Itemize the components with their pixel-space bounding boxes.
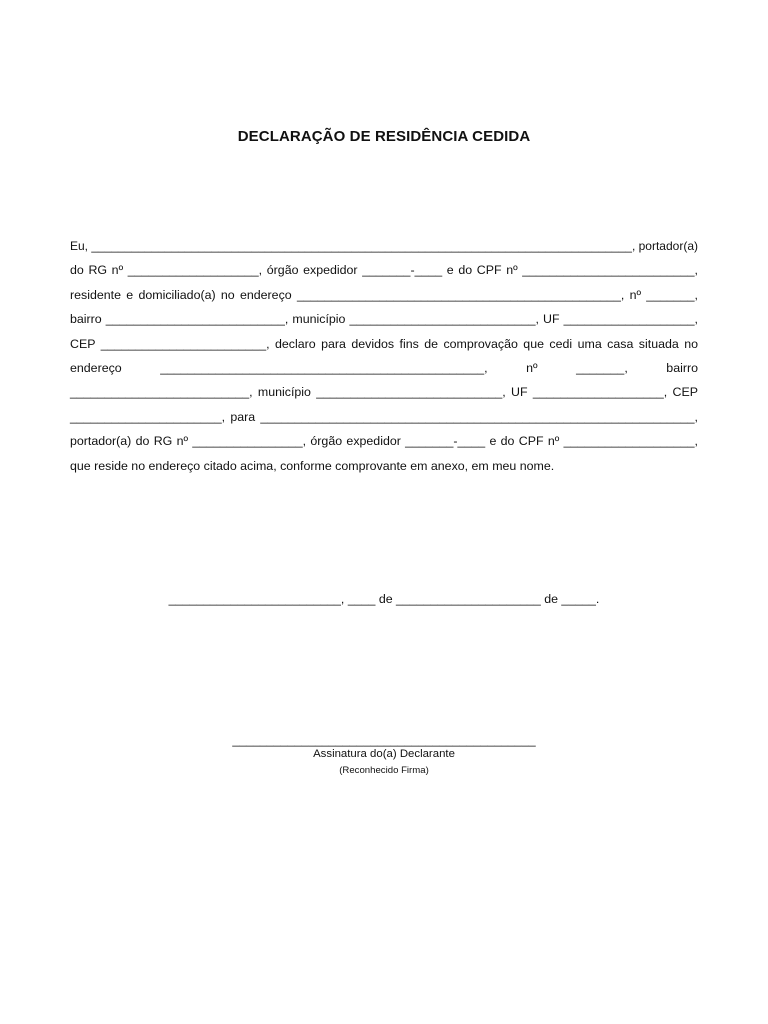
body-line-5: CEP ________________________, declaro para devidos fins de comprovação que cedi uma casa situada no bbox=[70, 336, 698, 351]
body-line-9: portador(a) do RG nº ________________, órgão expedidor _______-____ e do CPF nº ___________________, bbox=[70, 434, 698, 449]
place-date-line: _________________________, ____ de _____________________ de _____. bbox=[168, 592, 600, 606]
body-line-6: endereço _______________________________________________, nº _______, bairro bbox=[70, 360, 698, 375]
body-line-1: Eu, _________________________________________________________________________________, portador(a) bbox=[70, 239, 698, 253]
declaration-body bbox=[70, 234, 698, 478]
body-line-10: que reside no endereço citado acima, conforme comprovante em anexo, em meu nome. bbox=[70, 458, 555, 473]
signature-line: ____________________________________________ bbox=[232, 733, 536, 747]
body-line-3: residente e domiciliado(a) no endereço _______________________________________________, nº _______, bbox=[70, 287, 698, 302]
document-title: DECLARAÇÃO DE RESIDÊNCIA CEDIDA bbox=[237, 128, 531, 145]
body-line-7: __________________________, município ___________________________, UF ___________________, CEP bbox=[70, 385, 698, 400]
body-line-4: bairro __________________________, município ___________________________, UF ___________________, bbox=[70, 312, 698, 327]
body-line-8: ______________________, para _______________________________________________________________, bbox=[70, 409, 698, 424]
signature-label: Assinatura do(a) Declarante bbox=[313, 748, 455, 760]
signature-note: (Reconhecido Firma) bbox=[339, 765, 429, 776]
body-line-2: do RG nº ___________________, órgão expedidor _______-____ e do CPF nº _________________________, bbox=[70, 263, 698, 278]
